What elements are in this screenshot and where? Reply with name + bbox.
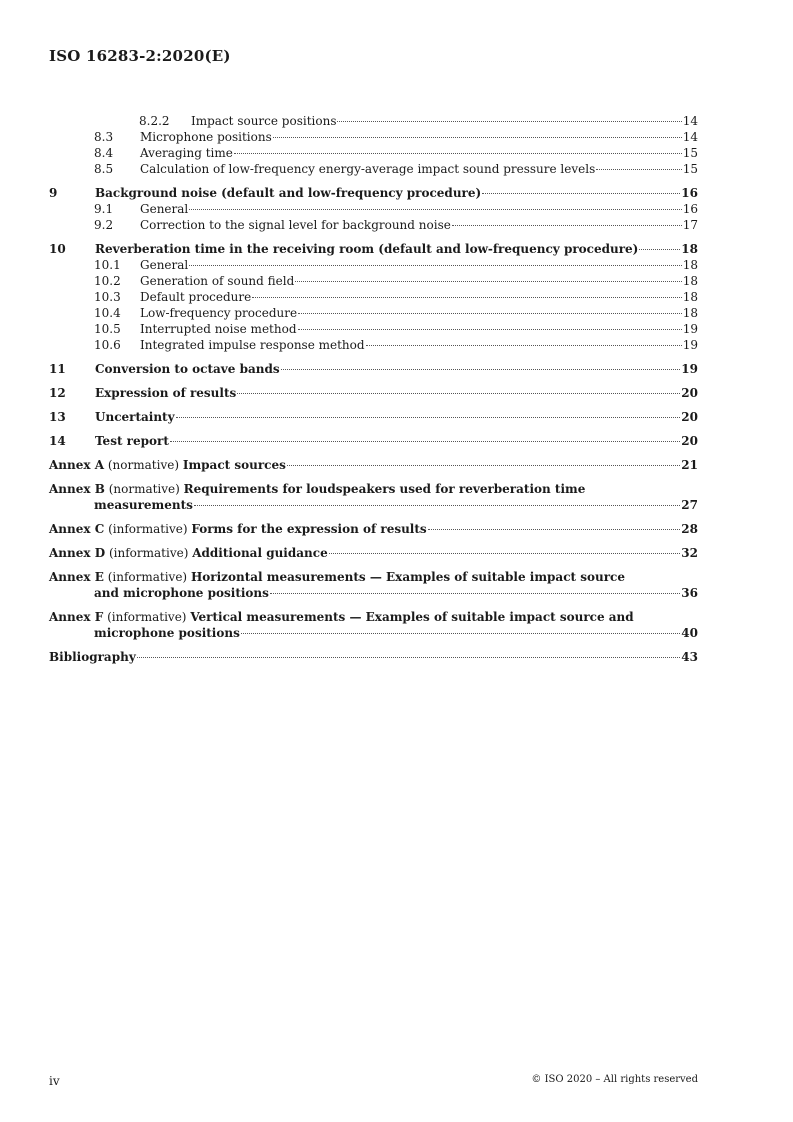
toc-title: Calculation of low-frequency energy-average impact sound pressure levels — [140, 162, 596, 176]
toc-number: 10.1 — [94, 258, 121, 272]
dot-leader — [281, 369, 681, 370]
annex-kind: (informative) — [108, 546, 189, 560]
dot-leader — [137, 657, 681, 658]
annex-label: Annex C — [49, 522, 105, 536]
toc-page: 19 — [682, 338, 698, 352]
dot-leader — [329, 553, 681, 554]
toc-entry-13[interactable] — [49, 409, 698, 425]
bibliography-title: Bibliography — [49, 650, 136, 664]
toc-entry-10-3[interactable] — [49, 289, 698, 305]
toc-page: 15 — [682, 162, 698, 176]
annex-title: Vertical measurements — Examples of suitable impact source and — [190, 610, 634, 624]
toc-page: 32 — [681, 546, 698, 560]
dot-leader — [237, 393, 680, 394]
toc-title: General — [140, 258, 189, 272]
toc-number: 10.4 — [94, 306, 121, 320]
toc-title: Expression of results — [95, 386, 237, 400]
annex-title: Impact sources — [182, 458, 286, 472]
toc-page: 14 — [682, 114, 698, 128]
toc-number: 8.3 — [94, 130, 114, 144]
toc-annex-a[interactable] — [49, 457, 698, 473]
annex-label: Annex A — [49, 458, 105, 472]
toc-entry-9[interactable] — [49, 185, 698, 201]
toc-title: Generation of sound field — [140, 274, 295, 288]
toc-number: 9.2 — [94, 218, 114, 232]
annex-title-cont: microphone positions — [94, 626, 240, 640]
toc-number: 10 — [49, 242, 66, 256]
dot-leader — [189, 209, 681, 210]
dot-leader — [639, 249, 680, 250]
dot-leader — [273, 137, 682, 138]
annex-kind: (normative) — [108, 482, 180, 496]
toc-number: 13 — [49, 410, 66, 424]
toc-title: Correction to the signal level for background noise — [140, 218, 451, 232]
copyright-notice: © ISO 2020 – All rights reserved — [531, 1074, 698, 1085]
toc-entry-10-2[interactable] — [49, 273, 698, 289]
toc-page: 36 — [681, 586, 698, 600]
dot-leader — [298, 313, 682, 314]
toc-title: Test report — [95, 434, 169, 448]
toc-page: 19 — [682, 322, 698, 336]
toc-entry-10[interactable] — [49, 241, 698, 257]
annex-title-cont: and microphone positions — [94, 586, 269, 600]
page-number: iv — [49, 1074, 60, 1088]
dot-leader — [270, 593, 680, 594]
toc-page: 16 — [681, 186, 698, 200]
dot-leader — [298, 329, 682, 330]
annex-title: Forms for the expression of results — [191, 522, 427, 536]
toc-page: 27 — [681, 498, 698, 512]
toc-number: 9.1 — [94, 202, 114, 216]
toc-title: Impact source positions — [191, 114, 337, 128]
toc-number: 14 — [49, 434, 66, 448]
toc-page: 19 — [681, 362, 698, 376]
toc-title: General — [140, 202, 189, 216]
toc-page: 16 — [682, 202, 698, 216]
toc-number: 10.3 — [94, 290, 121, 304]
toc-entry-11[interactable] — [49, 361, 698, 377]
dot-leader — [194, 505, 680, 506]
toc-page: 28 — [681, 522, 698, 536]
dot-leader — [337, 121, 681, 122]
toc-page: 18 — [681, 242, 698, 256]
toc-entry-14[interactable] — [49, 433, 698, 449]
dot-leader — [287, 465, 680, 466]
toc-page: 18 — [682, 306, 698, 320]
toc-annex-b[interactable] — [49, 481, 698, 513]
dot-leader — [428, 529, 681, 530]
toc-number: 9 — [49, 186, 58, 200]
dot-leader — [482, 193, 680, 194]
toc-annex-c[interactable] — [49, 521, 698, 537]
toc-number: 10.6 — [94, 338, 121, 352]
toc-page: 20 — [681, 434, 698, 448]
toc-annex-f[interactable] — [49, 609, 698, 641]
toc-annex-d[interactable] — [49, 545, 698, 561]
toc-title: Interrupted noise method — [140, 322, 297, 336]
toc-entry-10-6[interactable] — [49, 337, 698, 353]
annex-label: Annex D — [49, 546, 106, 560]
dot-leader — [241, 633, 680, 634]
toc-title: Background noise (default and low-frequency procedure) — [95, 186, 482, 200]
document-header: ISO 16283-2:2020(E) — [49, 47, 231, 65]
toc-number: 11 — [49, 362, 66, 376]
annex-title: Additional guidance — [192, 546, 328, 560]
toc-entry-8-5[interactable] — [49, 161, 698, 177]
annex-title: Horizontal measurements — Examples of suitable impact source — [190, 570, 625, 584]
annex-title-cont: measurements — [94, 498, 193, 512]
toc-page: 18 — [682, 290, 698, 304]
toc-entry-8-3[interactable] — [49, 129, 698, 145]
annex-kind: (informative) — [107, 570, 188, 584]
dot-leader — [252, 297, 681, 298]
toc-title: Low-frequency procedure — [140, 306, 298, 320]
toc-entry-10-1[interactable] — [49, 257, 698, 273]
toc-entry-8-4[interactable] — [49, 145, 698, 161]
toc-title: Reverberation time in the receiving room (default and low-frequency procedure) — [95, 242, 639, 256]
toc-number: 8.2.2 — [139, 114, 170, 128]
dot-leader — [170, 441, 680, 442]
toc-title: Microphone positions — [140, 130, 272, 144]
toc-entry-9-2[interactable] — [49, 217, 698, 233]
toc-title: Default procedure — [140, 290, 252, 304]
toc-entry-10-4[interactable] — [49, 305, 698, 321]
annex-kind: (informative) — [107, 610, 187, 624]
toc-page: 40 — [681, 626, 698, 640]
toc-entry-12[interactable] — [49, 385, 698, 401]
toc-page: 15 — [682, 146, 698, 160]
dot-leader — [596, 169, 681, 170]
annex-kind: (normative) — [107, 458, 180, 472]
toc-title: Conversion to octave bands — [95, 362, 280, 376]
annex-label: Annex F — [49, 610, 104, 624]
annex-kind: (informative) — [108, 522, 188, 536]
toc-number: 10.2 — [94, 274, 121, 288]
toc-page: 17 — [682, 218, 698, 232]
toc-bibliography[interactable] — [49, 649, 698, 665]
annex-title: Requirements for loudspeakers used for reverberation time — [183, 482, 586, 496]
dot-leader — [366, 345, 682, 346]
toc-page: 20 — [681, 386, 698, 400]
toc-title: Uncertainty — [95, 410, 175, 424]
toc-number: 8.4 — [94, 146, 114, 160]
toc-page: 18 — [682, 274, 698, 288]
toc-number: 8.5 — [94, 162, 114, 176]
toc-number: 12 — [49, 386, 66, 400]
dot-leader — [176, 417, 681, 418]
toc-entry-9-1[interactable] — [49, 201, 698, 217]
toc-page: 21 — [681, 458, 698, 472]
dot-leader — [189, 265, 681, 266]
annex-label: Annex E — [49, 570, 104, 584]
dot-leader — [452, 225, 682, 226]
annex-label: Annex B — [49, 482, 105, 496]
toc-title: Integrated impulse response method — [140, 338, 365, 352]
toc-page: 43 — [681, 650, 698, 664]
dot-leader — [295, 281, 681, 282]
toc-page: 20 — [681, 410, 698, 424]
toc-entry-8-2-2[interactable] — [49, 113, 698, 129]
table-of-contents — [49, 113, 698, 665]
toc-number: 10.5 — [94, 322, 121, 336]
toc-page: 14 — [682, 130, 698, 144]
toc-annex-e[interactable] — [49, 569, 698, 601]
toc-title: Averaging time — [140, 146, 233, 160]
toc-page: 18 — [682, 258, 698, 272]
dot-leader — [234, 153, 682, 154]
toc-entry-10-5[interactable] — [49, 321, 698, 337]
